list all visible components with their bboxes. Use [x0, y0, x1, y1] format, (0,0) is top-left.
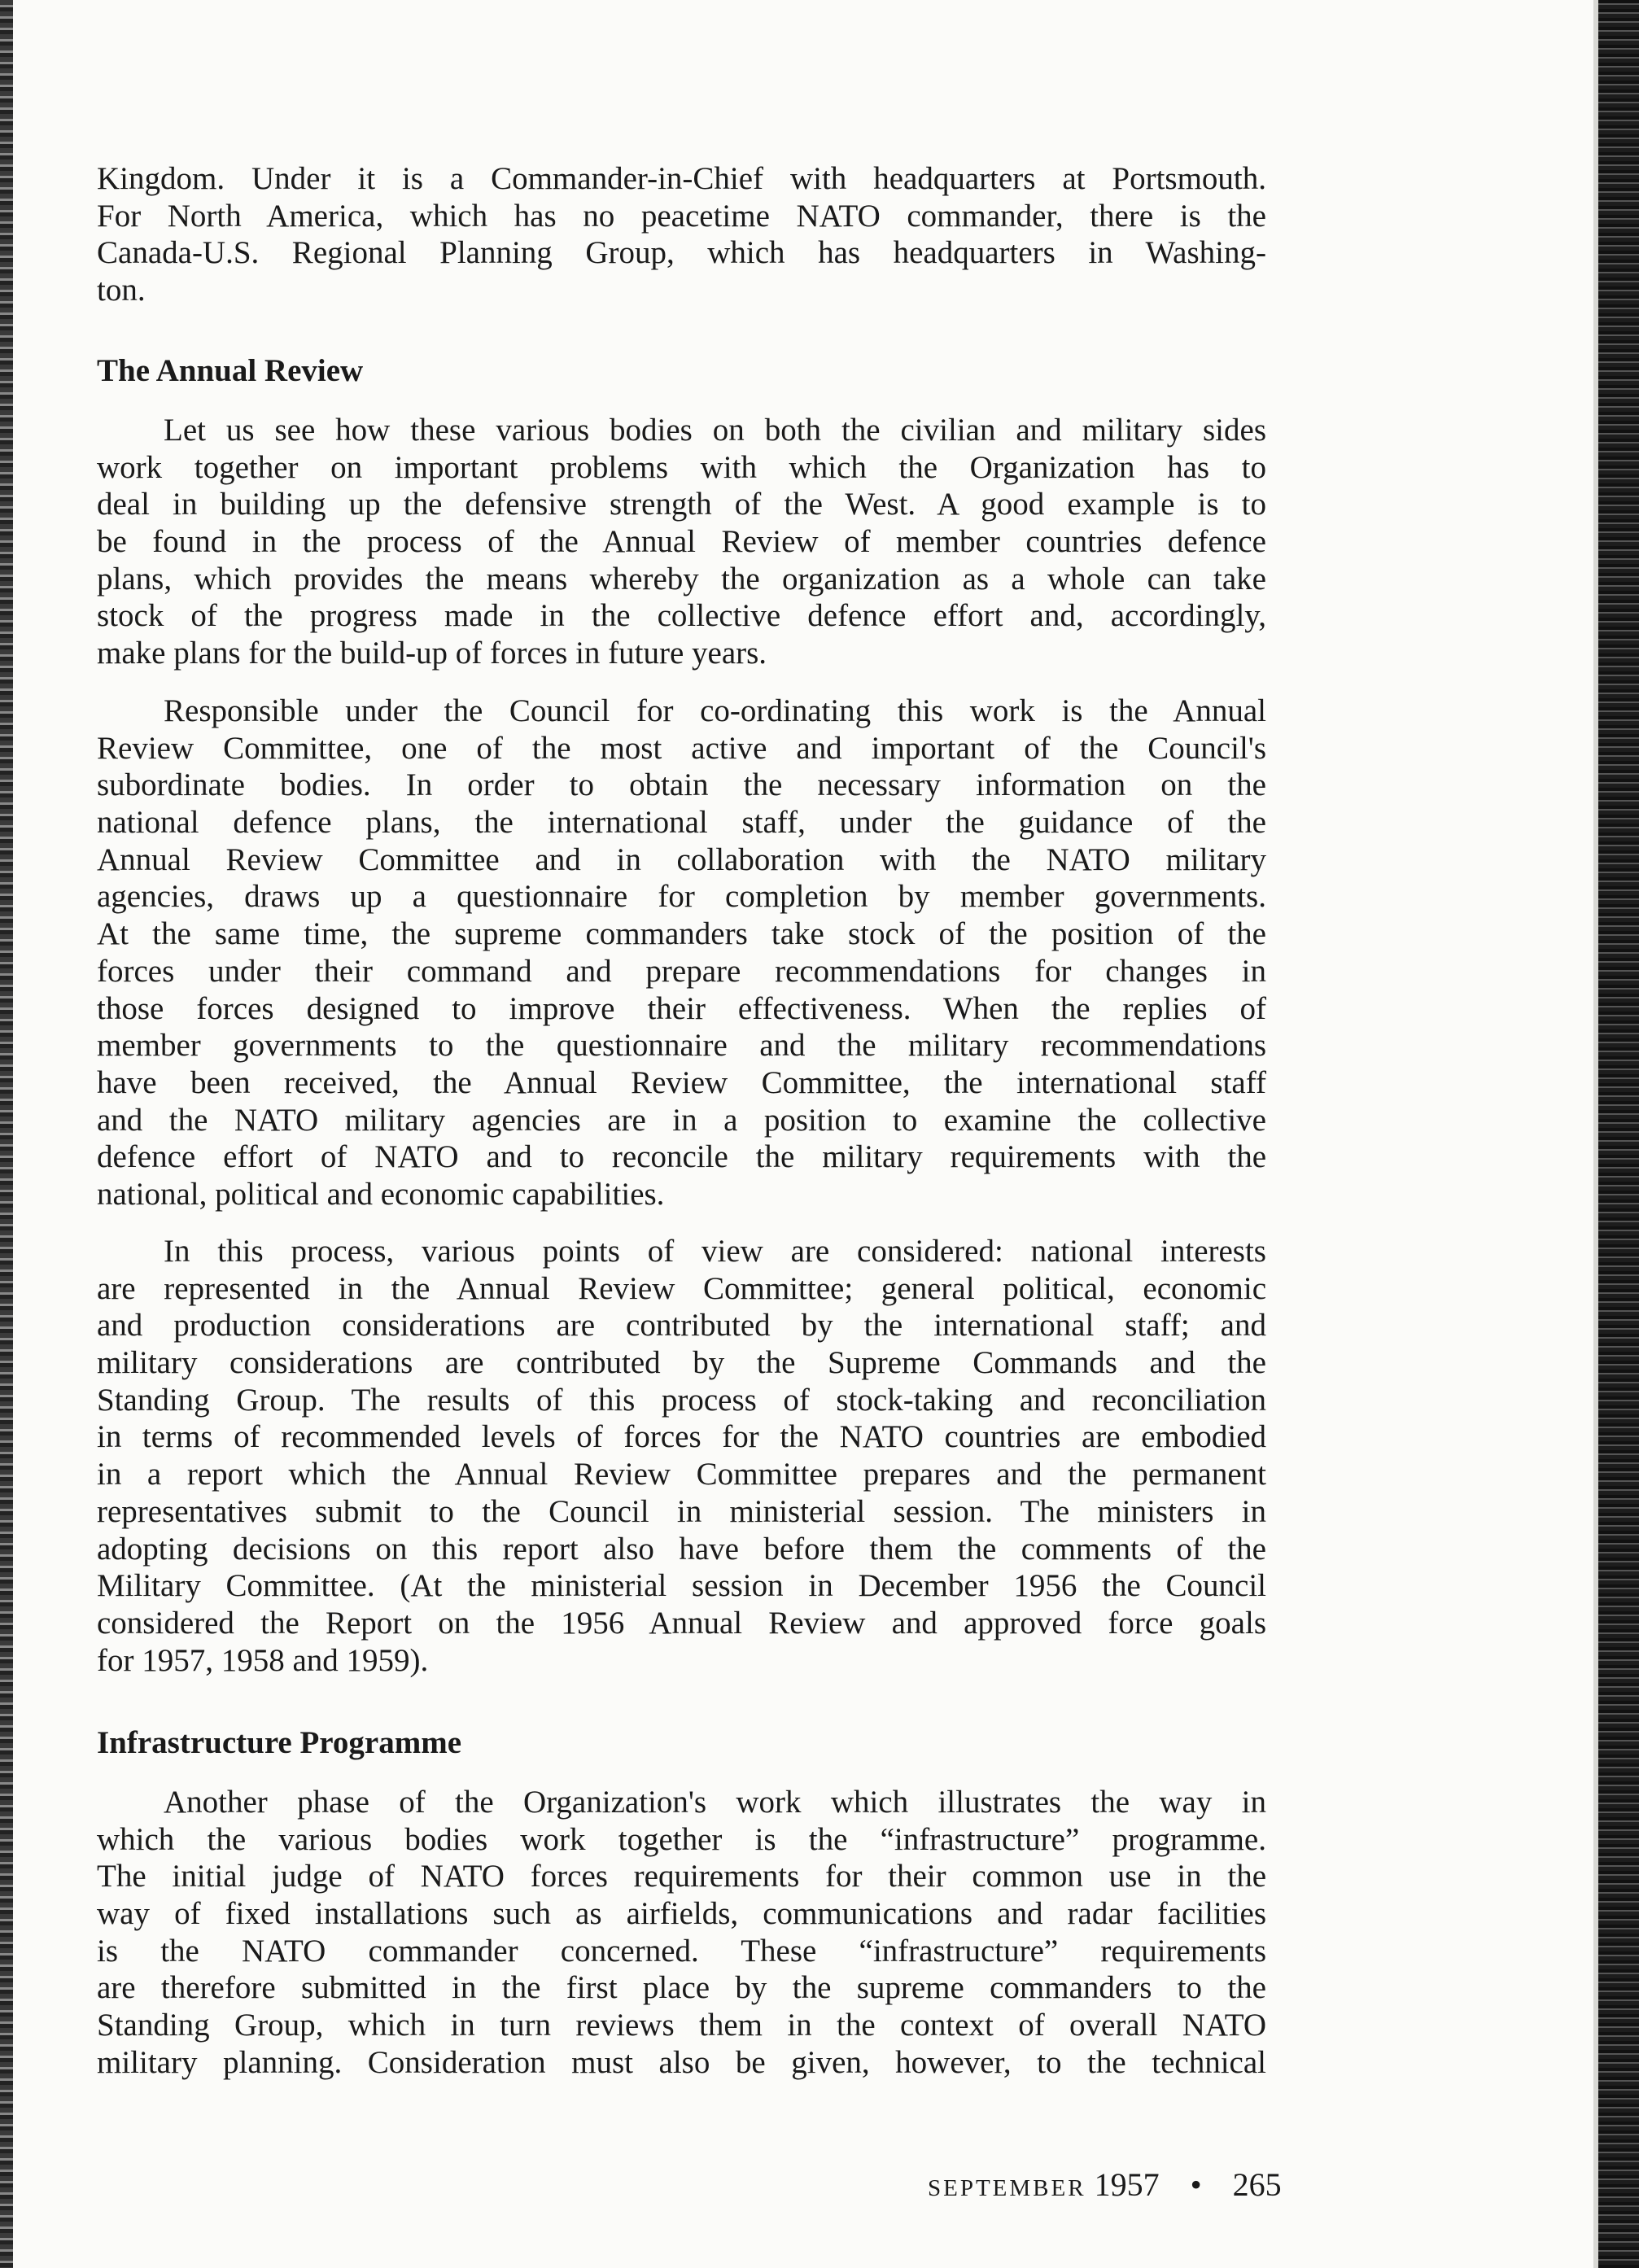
- text-line: Review Committee, one of the most active and important of the Council's: [97, 730, 1266, 766]
- text-line: and the NATO military agencies are in a position to examine the collective: [97, 1102, 1266, 1138]
- text-line: considered the Report on the 1956 Annual Review and approved force goals: [97, 1605, 1266, 1641]
- page-footer: [928, 2165, 1282, 2209]
- paragraph-intro: [97, 160, 1266, 309]
- text-line: and production considerations are contributed by the international staff; and: [97, 1308, 1266, 1344]
- text-line: Responsible under the Council for co-ordinating this work is the Annual: [164, 693, 1266, 728]
- text-line: in terms of recommended levels of forces for the NATO countries are embodied: [97, 1419, 1266, 1455]
- paragraph-infrastructure-1: [97, 1784, 1266, 2082]
- text-line: way of fixed installations such as airfields, communications and radar facilities: [97, 1896, 1266, 1932]
- text-line: Kingdom. Under it is a Commander-in-Chief with headquarters at Portsmouth.: [97, 161, 1266, 196]
- text-line: Canada-U.S. Regional Planning Group, which has headquarters in Washing-: [97, 235, 1266, 271]
- text-line: in a report which the Annual Review Committee prepares and the permanent: [97, 1457, 1266, 1492]
- paragraph-annual-review-1: [97, 412, 1266, 672]
- text-line: adopting decisions on this report also have before them the comments of the: [97, 1531, 1266, 1567]
- section-heading-annual-review: The Annual Review: [97, 353, 364, 388]
- section-heading-infrastructure: Infrastructure Programme: [97, 1725, 462, 1760]
- page-number: 265: [1232, 2166, 1282, 2203]
- text-line: for 1957, 1958 and 1959).: [97, 1642, 429, 1678]
- text-line: defence effort of NATO and to reconcile the military requirements with the: [97, 1139, 1266, 1175]
- text-line: national defence plans, the international staff, under the guidance of the: [97, 805, 1266, 841]
- text-line: The initial judge of NATO forces requirements for their common use in the: [97, 1859, 1266, 1894]
- text-line: Standing Group. The results of this process of stock-taking and reconciliation: [97, 1382, 1266, 1418]
- text-line: be found in the process of the Annual Review of member countries defence: [97, 524, 1266, 560]
- footer-month: SEPTEMBER: [928, 2175, 1086, 2201]
- text-line: ton.: [97, 273, 146, 308]
- text-line: are therefore submitted in the first place by the supreme commanders to the: [97, 1970, 1266, 2006]
- text-line: For North America, which has no peacetime NATO commander, there is the: [97, 198, 1266, 234]
- scan-edge-right: [1598, 0, 1639, 2268]
- text-line: Let us see how these various bodies on both the civilian and military sides: [164, 413, 1266, 448]
- text-line: those forces designed to improve their effectiveness. When the replies of: [97, 990, 1266, 1026]
- text-line: work together on important problems with which the Organization has to: [97, 449, 1266, 485]
- text-line: Military Committee. (At the ministerial session in December 1956 the Council: [97, 1568, 1266, 1604]
- text-line: have been received, the Annual Review Committee, the international staff: [97, 1064, 1266, 1100]
- text-line: At the same time, the supreme commanders take stock of the position of the: [97, 916, 1266, 952]
- text-line: forces under their command and prepare recommendations for changes in: [97, 953, 1266, 989]
- paragraph-annual-review-3: [97, 1233, 1266, 1679]
- text-line: make plans for the build-up of forces in future years.: [97, 636, 767, 671]
- footer-year: 1957: [1094, 2166, 1160, 2203]
- text-line: subordinate bodies. In order to obtain the necessary information on the: [97, 767, 1266, 803]
- text-line: national, political and economic capabilities.: [97, 1176, 665, 1212]
- footer-separator: •: [1190, 2166, 1202, 2203]
- text-line: Annual Review Committee and in collaboration with the NATO military: [97, 841, 1266, 877]
- text-line: member governments to the questionnaire and the military recommendations: [97, 1028, 1266, 1064]
- text-line: stock of the progress made in the collective defence effort and, accordingly,: [97, 598, 1266, 634]
- text-line: military planning. Consideration must also be given, however, to the technical: [97, 2044, 1266, 2080]
- text-line: plans, which provides the means whereby the organization as a whole can take: [97, 561, 1266, 596]
- scan-edge-left: [0, 0, 13, 2268]
- text-line: Standing Group, which in turn reviews them in the context of overall NATO: [97, 2008, 1266, 2043]
- text-line: representatives submit to the Council in ministerial session. The ministers in: [97, 1493, 1266, 1529]
- text-line: are represented in the Annual Review Committee; general political, economic: [97, 1270, 1266, 1306]
- text-line: agencies, draws up a questionnaire for completion by member governments.: [97, 879, 1266, 915]
- text-line: Another phase of the Organization's work which illustrates the way in: [164, 1785, 1266, 1820]
- text-line: In this process, various points of view are considered: national interests: [164, 1234, 1266, 1269]
- text-line: which the various bodies work together is the “infrastructure” programme.: [97, 1821, 1266, 1857]
- text-line: military considerations are contributed by the Supreme Commands and the: [97, 1345, 1266, 1381]
- text-line: is the NATO commander concerned. These “infrastructure” requirements: [97, 1933, 1266, 1969]
- paragraph-annual-review-2: [97, 693, 1266, 1213]
- text-line: deal in building up the defensive strength of the West. A good example is to: [97, 487, 1266, 522]
